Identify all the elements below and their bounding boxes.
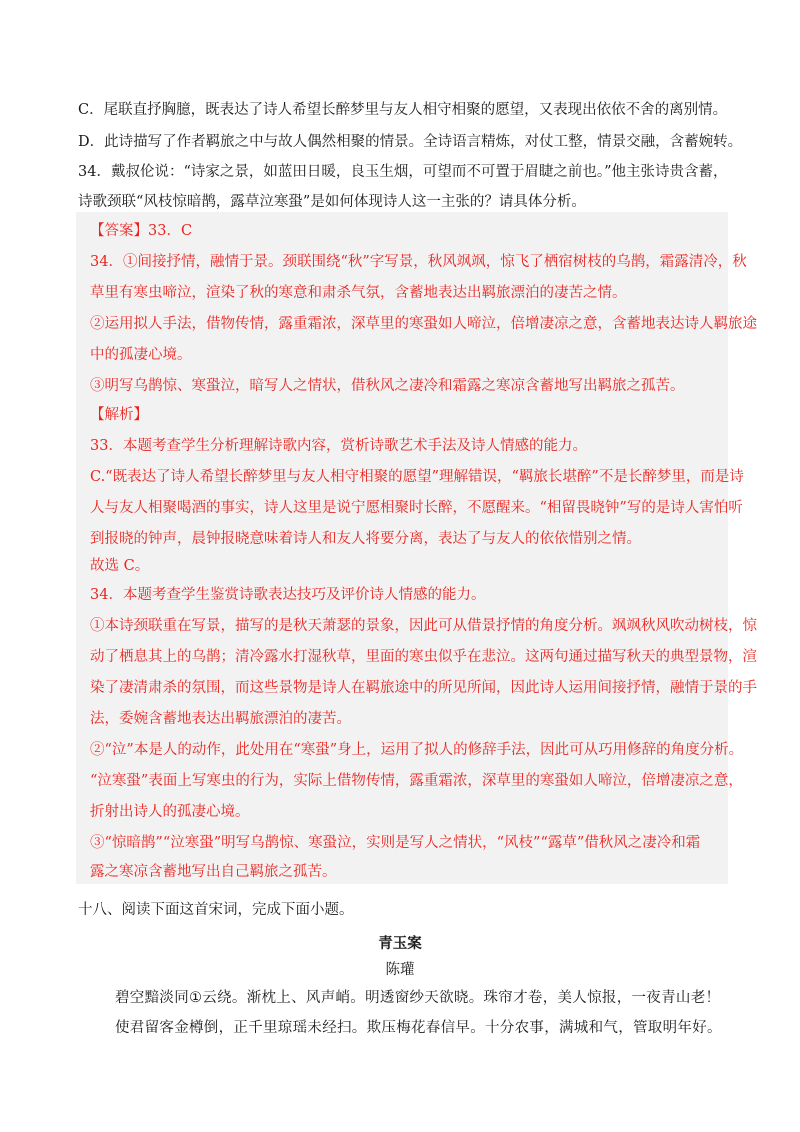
analysis-line: 动了栖息其上的乌鹊；清冷露水打湿秋草，里面的寒虫似乎在悲泣。这两句通过描写秋天的典型景物，渲	[90, 649, 757, 665]
analysis-line: 法，委婉含蓄地表达出羁旅漂泊的凄苦。	[90, 711, 351, 727]
analysis-line: 33．本题考查学生分析理解诗歌内容，赏析诗歌艺术手法及诗人情感的能力。	[90, 438, 587, 454]
option-d-text: D．此诗描写了作者羁旅之中与故人偶然相聚的情景。全诗语言精炼，对仗工整，情景交融，含蓄婉转。	[78, 134, 743, 150]
analysis-line: ③“惊暗鹊”“泣寒蛩”明写乌鹊惊、寒蛩泣，实则是写人之情状，“风枝”“露草”借秋风之凄冷和霜	[90, 835, 701, 851]
question-34-line-2: 诗歌颈联“风枝惊暗鹊，露草泣寒蛩”是如何体现诗人这一主张的？请具体分析。	[78, 194, 586, 210]
analysis-heading: 【解析】	[90, 407, 148, 423]
poem-line: 碧空黯淡同①云绕。渐枕上、风声峭。明透窗纱天欲晓。珠帘才卷，美人惊报，一夜青山老！	[115, 990, 721, 1006]
poem-author: 陈瓘	[385, 962, 415, 978]
analysis-line: ①本诗颈联重在写景，描写的是秋天萧瑟的景象，因此可从借景抒情的角度分析。飒飒秋风吹动树枝，惊	[90, 618, 757, 634]
analysis-line: 染了凄清肃杀的氛围，而这些景物是诗人在羁旅途中的所见所闻，因此诗人运用间接抒情，融情于景的手	[90, 680, 757, 696]
answer-section	[76, 212, 757, 884]
answer-heading: 【答案】33．C	[90, 223, 193, 239]
answer-line: 中的孤凄心境。	[90, 347, 192, 363]
question-34-line-1: 34．戴叔伦说：“诗家之景，如蓝田日暖，良玉生烟，可望而不可置于眉睫之前也。”他主张诗贵含蓄，	[78, 164, 728, 180]
answer-line: 草里有寒虫啼泣，渲染了秋的寒意和肃杀气氛，含蓄地表达出羁旅漂泊的凄苦之情。	[90, 285, 627, 301]
analysis-line: 34．本题考查学生鉴赏诗歌表达技巧及评价诗人情感的能力。	[90, 587, 486, 603]
analysis-line: 到报晓的钟声，晨钟报晓意味着诗人和友人将要分离，表达了与友人的依依惜别之情。	[90, 531, 641, 547]
analysis-line: 折射出诗人的孤凄心境。	[90, 804, 250, 820]
answer-line: ②运用拟人手法，借物传情，露重霜浓，深草里的寒蛩如人啼泣，倍增凄凉之意，含蓄地表达诗人羁旅途	[90, 316, 757, 332]
option-c-text: C．尾联直抒胸臆，既表达了诗人希望长醉梦里与友人相守相聚的愿望，又表现出依依不舍的离别情。	[78, 102, 728, 118]
analysis-line: 人与友人相聚喝酒的事实，诗人这里是说宁愿相聚时长醉，不愿醒来。“相留畏晓钟”写的是诗人害怕听	[90, 500, 743, 516]
analysis-line: ②“泣”本是人的动作，此处用在“寒蛩”身上，运用了拟人的修辞手法，因此可从巧用修辞的角度分析。	[90, 742, 744, 758]
analysis-line: C.“既表达了诗人希望长醉梦里与友人相守相聚的愿望”理解错误，“羁旅长堪醉”不是长醉梦里，而是诗	[90, 469, 744, 485]
answer-line: 34．①间接抒情，融情于景。颈联围绕“秋”字写景，秋风飒飒，惊飞了栖宿树枝的乌鹊，霜露清冷，秋	[90, 254, 747, 270]
poem-title: 青玉案	[378, 935, 422, 952]
section-heading: 十八、阅读下面这首宋词，完成下面小题。	[78, 902, 354, 918]
analysis-line: 露之寒凉含蓄地写出自己羁旅之孤苦。	[90, 864, 337, 880]
analysis-line: “泣寒蛩”表面上写寒虫的行为，实际上借物传情，露重霜浓，深草里的寒蛩如人啼泣，倍增凄凉之意，	[90, 773, 743, 789]
answer-line: ③明写乌鹊惊、寒蛩泣，暗写人之情状，借秋风之凄冷和霜露之寒凉含蓄地写出羁旅之孤苦。	[90, 378, 685, 394]
poem-line: 使君留客金樽倒，正千里琼瑶未经扫。欺压梅花春信早。十分农事，满城和气，管取明年好。	[115, 1020, 722, 1036]
analysis-line: 故选 C。	[90, 558, 150, 574]
